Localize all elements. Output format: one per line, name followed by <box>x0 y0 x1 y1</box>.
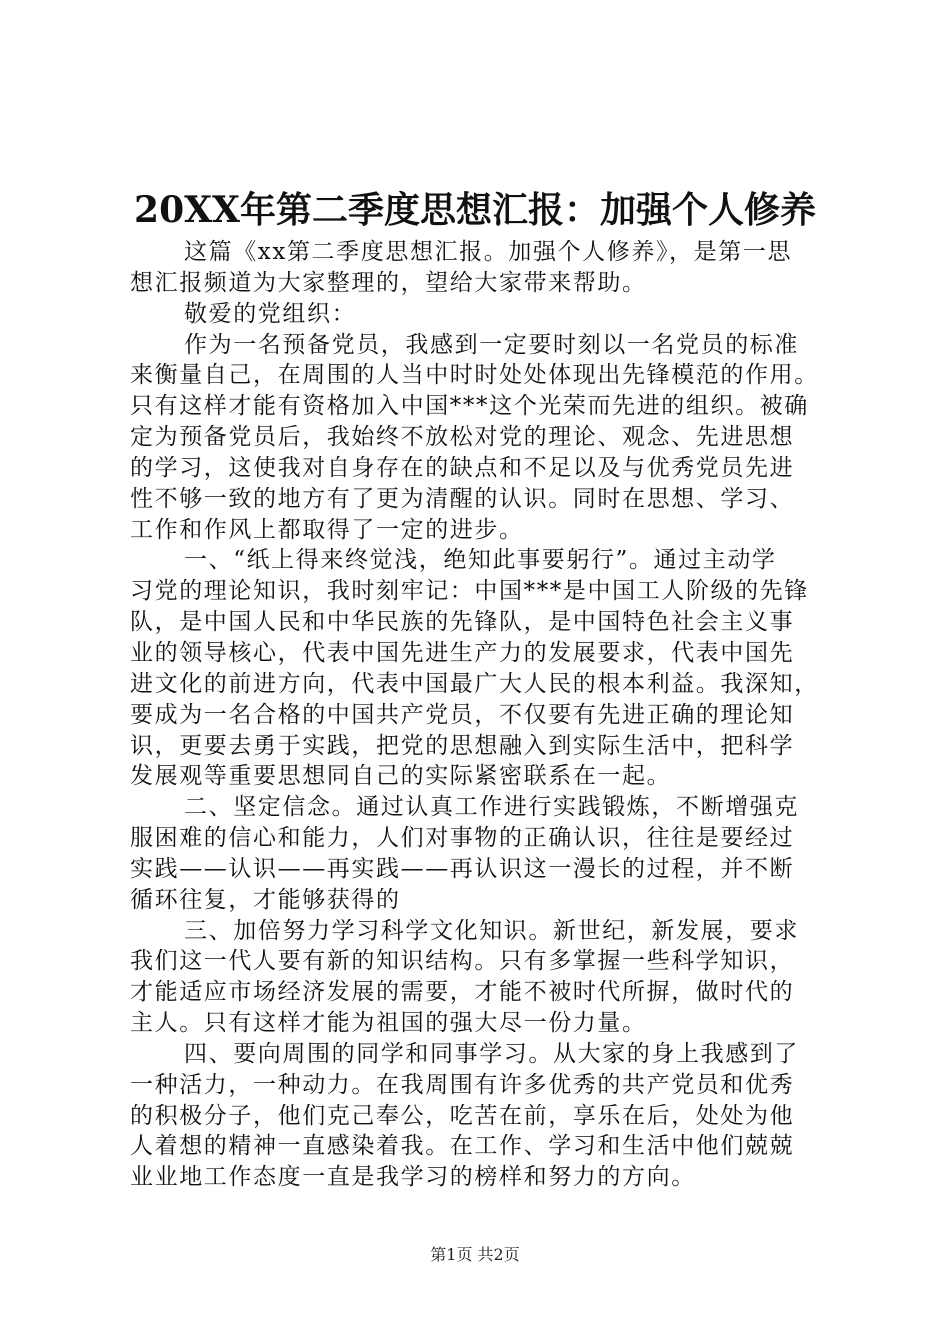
text-line: 实践——认识——再实践——再认识这一漫长的过程，并不断 <box>130 855 795 882</box>
text-line: 定为预备党员后，我始终不放松对党的理论、观念、先进思想 <box>130 424 795 451</box>
text-line: 循环往复，才能够获得的 <box>130 886 401 913</box>
text-line: 只有这样才能有资格加入中国***这个光荣而先进的组织。被确 <box>130 393 809 420</box>
text-line: 的积极分子，他们克己奉公，吃苦在前，享乐在后，处处为他 <box>130 1102 795 1129</box>
text-line: 四、要向周围的同学和同事学习。从大家的身上我感到了 <box>184 1040 799 1067</box>
text-line: 要成为一名合格的中国共产党员，不仅要有先进正确的理论知 <box>130 701 795 728</box>
text-line: 想汇报频道为大家整理的，望给大家带来帮助。 <box>130 269 647 296</box>
text-line: 敬爱的党组织： <box>184 300 357 327</box>
text-line: 习党的理论知识，我时刻牢记：中国***是中国工人阶级的先锋 <box>130 578 809 605</box>
text-line: 三、加倍努力学习科学文化知识。新世纪，新发展，要求 <box>184 917 799 944</box>
page-number-footer: 第1页 共2页 <box>430 1245 520 1264</box>
text-line: 队，是中国人民和中华民族的先锋队，是中国特色社会主义事 <box>130 609 795 636</box>
text-line: 来衡量自己，在周围的人当中时时处处体现出先锋模范的作用。 <box>130 362 819 389</box>
paragraph-point-three <box>130 916 830 1039</box>
paragraph-salutation <box>130 299 830 330</box>
text-line: 的学习，这使我对自身存在的缺点和不足以及与优秀党员先进 <box>130 454 795 481</box>
document-body <box>130 237 830 1193</box>
paragraph-opening <box>130 330 830 546</box>
text-line: 业业地工作态度一直是我学习的榜样和努力的方向。 <box>130 1164 696 1191</box>
text-line: 二、坚定信念。通过认真工作进行实践锻炼，不断增强克 <box>184 794 799 821</box>
text-line: 人着想的精神一直感染着我。在工作、学习和生活中他们兢兢 <box>130 1133 795 1160</box>
text-line: 一、“纸上得来终觉浅，绝知此事要躬行”。通过主动学 <box>184 547 777 574</box>
paragraph-point-four <box>130 1039 830 1193</box>
text-line: 工作和作风上都取得了一定的进步。 <box>130 516 524 543</box>
text-line: 进文化的前进方向，代表中国最广大人民的根本利益。我深知， <box>130 670 819 697</box>
text-line: 性不够一致的地方有了更为清醒的认识。同时在思想、学习、 <box>130 485 795 512</box>
document-title: 20XX年第二季度思想汇报：加强个人修养 <box>134 189 816 231</box>
text-line: 服困难的信心和能力，人们对事物的正确认识，往往是要经过 <box>130 825 795 852</box>
paragraph-intro <box>130 237 830 299</box>
text-line: 主人。只有这样才能为祖国的强大尽一份力量。 <box>130 1010 647 1037</box>
text-line: 这篇《xx第二季度思想汇报。加强个人修养》，是第一思 <box>184 239 793 265</box>
text-line: 识，更要去勇于实践，把党的思想融入到实际生活中，把科学 <box>130 732 795 759</box>
text-line: 才能适应市场经济发展的需要，才能不被时代所摒，做时代的 <box>130 979 795 1006</box>
text-line: 发展观等重要思想同自己的实际紧密联系在一起。 <box>130 763 672 790</box>
paragraph-point-two <box>130 792 830 915</box>
paragraph-point-one <box>130 545 830 792</box>
text-line: 我们这一代人要有新的知识结构。只有多掌握一些科学知识， <box>130 948 795 975</box>
text-line: 一种活力，一种动力。在我周围有许多优秀的共产党员和优秀 <box>130 1071 795 1098</box>
text-line: 作为一名预备党员，我感到一定要时刻以一名党员的标准 <box>184 331 799 358</box>
text-line: 业的领导核心，代表中国先进生产力的发展要求，代表中国先 <box>130 639 795 666</box>
